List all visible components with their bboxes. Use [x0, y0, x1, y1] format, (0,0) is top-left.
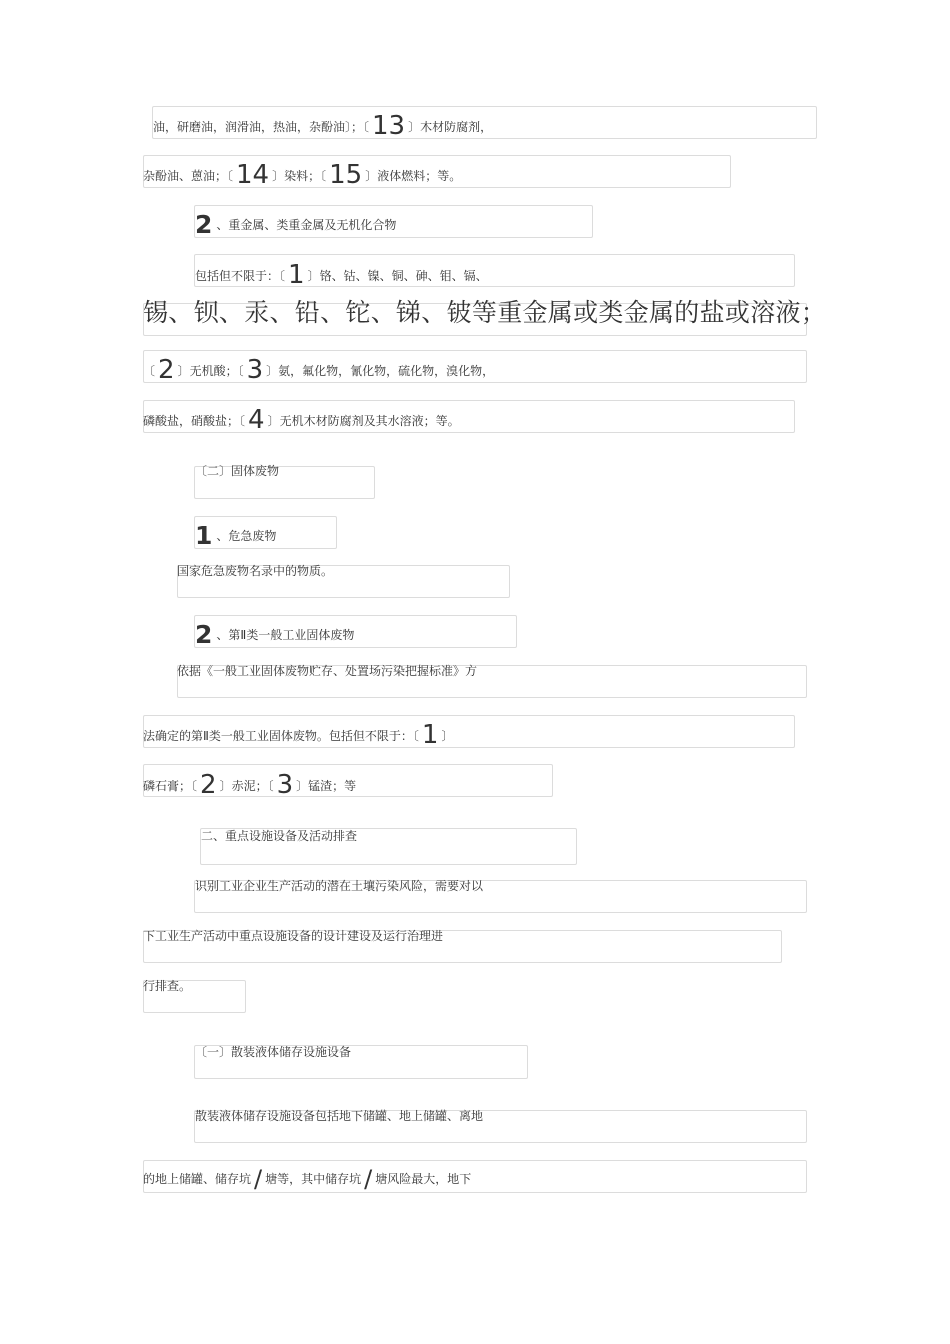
heading-number: 2	[195, 210, 213, 239]
section-heading-bulk-liquid-storage: 〔一〕散装液体储存设施设备	[195, 1045, 352, 1059]
text-line-6: 〔 2 〕无机酸；〔 3 〕氨，氟化物，氰化物，硫化物，溴化物，	[143, 355, 495, 385]
text-line-4: 包括但不限于：〔 1 〕铬、钴、镍、铜、砷、钼、镉、	[195, 260, 488, 290]
list-number: 2	[158, 355, 175, 385]
section-heading-heavy-metals: 2 、重金属、类重金属及无机化合物	[195, 210, 397, 239]
text-line-20: 散装液体储存设施设备包括地下储罐、地上储罐、离地	[195, 1109, 484, 1123]
text-line-2: 杂酚油、蒽油；〔 14 〕染料；〔 15 〕液体燃料；等。	[143, 160, 462, 190]
section-heading-industrial-waste: 2 、第Ⅱ类一般工业固体废物	[195, 620, 355, 649]
text-line-10: 国家危急废物名录中的物质。	[177, 564, 334, 578]
heading-number: 2	[195, 620, 213, 649]
text-line-13: 法确定的第Ⅱ类一般工业固体废物。包括但不限于：〔 1 〕	[143, 720, 454, 750]
list-number: 15	[329, 160, 363, 190]
text-line-14: 磷石膏；〔 2 〕赤泥；〔 3 〕锰渣；等	[143, 770, 357, 800]
list-number: 14	[236, 160, 270, 190]
list-number: 2	[200, 770, 217, 800]
list-number: 13	[372, 111, 406, 141]
section-heading-solid-waste: 〔二〕固体废物	[195, 464, 280, 478]
text-line-21: 的地上储罐、储存坑 / 塘等，其中储存坑 / 塘风险最大，地下	[143, 1165, 472, 1193]
heading-number: 1	[195, 521, 213, 550]
list-number: 1	[288, 260, 305, 290]
text-line-5-large: 锡、钡、汞、铅、铊、锑、铍等重金属或类金属的盐或溶液；	[143, 298, 827, 327]
text-line-1: 油，研磨油，润滑油，热油，杂酚油〕；〔 13 〕木材防腐剂，	[153, 111, 493, 141]
text-line-7: 磷酸盐，硝酸盐；〔 4 〕无机木材防腐剂及其水溶液；等。	[143, 405, 460, 435]
list-number: 3	[276, 770, 294, 800]
section-heading-key-facilities: 二、重点设施设备及活动排查	[201, 829, 358, 843]
text-line-18: 行排查。	[143, 979, 192, 993]
text-line-12: 依据《一般工业固体废物贮存、处置场污染把握标准》方	[177, 664, 478, 678]
list-number: 4	[248, 405, 265, 435]
text-line-17: 下工业生产活动中重点设施设备的设计建设及运行治理进	[143, 929, 444, 943]
list-number: 1	[421, 720, 439, 750]
list-number: 3	[246, 355, 264, 385]
text-line-16: 识别工业企业生产活动的潜在土壤污染风险，需要对以	[195, 879, 484, 893]
section-heading-hazardous-waste: 1 、危急废物	[195, 521, 277, 550]
